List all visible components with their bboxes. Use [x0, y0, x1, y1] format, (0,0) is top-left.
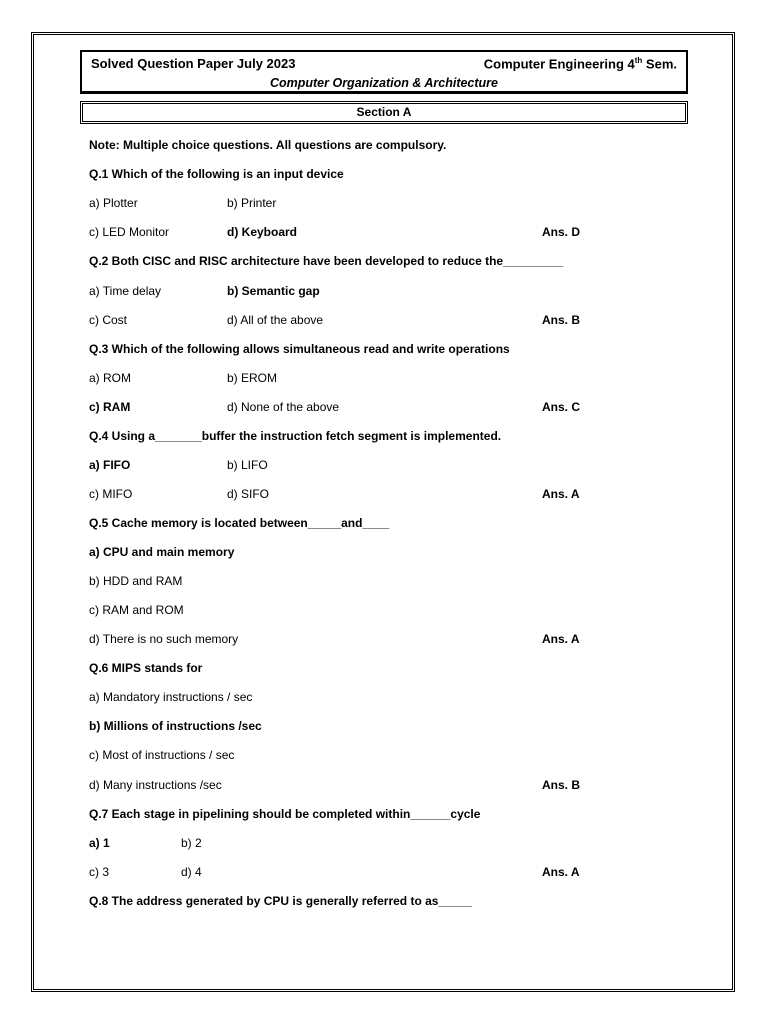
q1-option-a: a) Plotter [89, 196, 138, 210]
q2-option-b: b) Semantic gap [227, 284, 320, 298]
question-1: Q.1 Which of the following is an input device [89, 167, 344, 181]
q6-answer: Ans. B [542, 778, 581, 792]
header-box [80, 50, 688, 94]
course-title: Computer Engineering 4th Sem. [483, 56, 677, 72]
q6-option-c: c) Most of instructions / sec [89, 748, 235, 762]
q2-option-d: d) All of the above [227, 313, 324, 327]
q1-option-d: d) Keyboard [227, 225, 298, 239]
q3-option-a: a) ROM [89, 371, 131, 385]
q7-option-b: b) 2 [181, 836, 202, 850]
q5-option-d: d) There is no such memory [89, 632, 239, 646]
question-2: Q.2 Both CISC and RISC architecture have been developed to reduce the_________ [89, 254, 564, 268]
q5-option-a: a) CPU and main memory [89, 545, 235, 559]
q4-option-a: a) FIFO [89, 458, 131, 472]
q5-option-c: c) RAM and ROM [89, 603, 184, 617]
q5-option-b: b) HDD and RAM [89, 574, 183, 588]
q5-answer: Ans. A [542, 632, 580, 646]
q4-answer: Ans. A [542, 487, 580, 501]
q1-answer: Ans. D [542, 225, 581, 239]
q2-answer: Ans. B [542, 313, 581, 327]
q6-option-b: b) Millions of instructions /sec [89, 719, 262, 733]
instructions-note: Note: Multiple choice questions. All questions are compulsory. [89, 138, 447, 152]
question-5: Q.5 Cache memory is located between_____and____ [89, 516, 390, 530]
question-6: Q.6 MIPS stands for [89, 661, 203, 675]
q3-answer: Ans. C [542, 400, 581, 414]
paper-title: Solved Question Paper July 2023 [91, 56, 296, 71]
q7-answer: Ans. A [542, 865, 580, 879]
q3-option-c: c) RAM [89, 400, 131, 414]
q7-option-c: c) 3 [89, 865, 110, 879]
q4-option-d: d) SIFO [227, 487, 270, 501]
question-7: Q.7 Each stage in pipelining should be completed within______cycle [89, 807, 481, 821]
q7-option-d: d) 4 [181, 865, 202, 879]
q1-option-c: c) LED Monitor [89, 225, 170, 239]
q3-option-d: d) None of the above [227, 400, 340, 414]
q2-option-c: c) Cost [89, 313, 128, 327]
subject-title: Computer Organization & Architecture [269, 76, 499, 90]
q4-option-b: b) LIFO [227, 458, 268, 472]
question-4: Q.4 Using a_______buffer the instruction fetch segment is implemented. [89, 429, 502, 443]
q1-option-b: b) Printer [227, 196, 277, 210]
q2-option-a: a) Time delay [89, 284, 162, 298]
q6-option-d: d) Many instructions /sec [89, 778, 222, 792]
question-8: Q.8 The address generated by CPU is generally referred to as_____ [89, 894, 472, 908]
q7-option-a: a) 1 [89, 836, 110, 850]
q6-option-a: a) Mandatory instructions / sec [89, 690, 253, 704]
q4-option-c: c) MIFO [89, 487, 133, 501]
section-heading: Section A [80, 101, 688, 124]
question-3: Q.3 Which of the following allows simultaneous read and write operations [89, 342, 510, 356]
q3-option-b: b) EROM [227, 371, 278, 385]
